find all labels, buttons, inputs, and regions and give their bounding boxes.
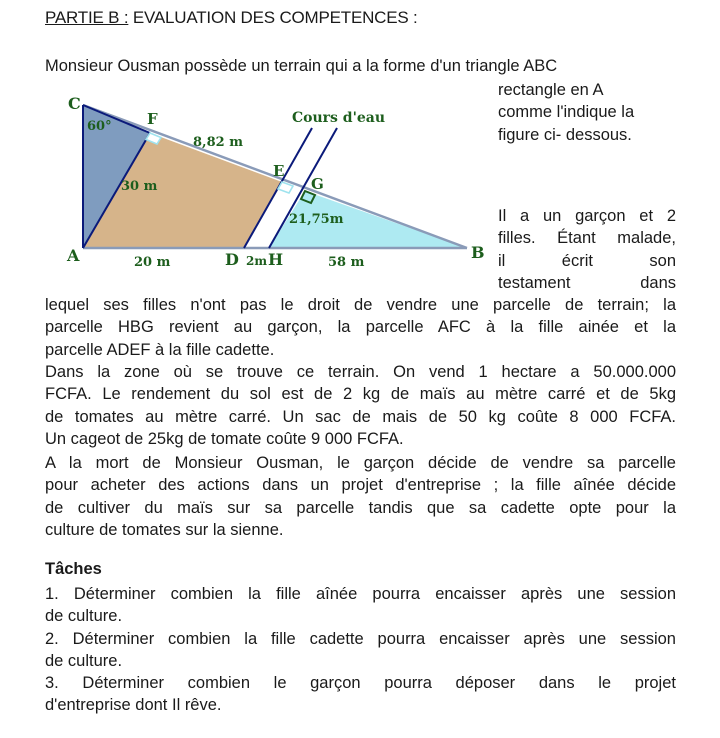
paragraph-zone-prices (45, 361, 676, 450)
point-a-label: A (67, 246, 80, 265)
length-af-label: 30 m (121, 179, 158, 194)
text-line: lequel ses filles n'ont pas le droit de vendre une parcelle de terrain; la (45, 296, 676, 314)
tasks-heading: Tâches (45, 560, 102, 578)
intro-side-line: rectangle en A (498, 81, 604, 99)
intro-line: Monsieur Ousman possède un terrain qui a la forme d'un triangle ABC (45, 57, 558, 75)
length-ad-label: 20 m (134, 255, 171, 270)
point-g-label: G (311, 175, 324, 193)
task-line: 3. Déterminer combien le garçon pourra déposer dans le projet (45, 674, 676, 693)
intro-side-line: comme l'indique la (498, 103, 635, 122)
intro-side-line: il écrit son (498, 251, 676, 270)
length-fe-label: 8,82 m (193, 135, 243, 150)
intro-side-line: testament dans (498, 273, 676, 292)
point-c-label: C (68, 94, 81, 113)
length-gh-label: 21,75m (289, 212, 344, 227)
point-b-label: B (471, 243, 485, 262)
length-dh-label: 2m (246, 254, 268, 268)
paragraph-decisions (45, 452, 676, 541)
paragraph-testament (45, 294, 676, 361)
text-line: A la mort de Monsieur Ousman, le garçon décide de vendre sa parcelle (45, 454, 676, 472)
title-part-label: PARTIE B : (45, 8, 129, 27)
point-f-label: F (147, 110, 158, 128)
intro-side-line: filles. Étant malade, (498, 229, 676, 248)
task-line: 2. Déterminer combien la fille cadette pourra encaisser après une session (45, 629, 676, 648)
text-line: Un cageot de 25kg de tomate coûte 9 000 FCFA. (45, 429, 404, 448)
intro-side-top (498, 79, 676, 146)
text-line: Dans la zone où se trouve ce terrain. On vend 1 hectare a 50.000.000 (45, 363, 676, 381)
intro-side-line: figure ci- dessous. (498, 125, 632, 144)
length-hb-label: 58 m (328, 255, 365, 270)
intro-side-line: Il a un garçon et 2 (498, 207, 676, 225)
text-line: parcelle ADEF à la fille cadette. (45, 340, 275, 359)
angle-c-label: 60° (87, 119, 112, 134)
task-line: de culture. (45, 607, 123, 626)
point-d-label: D (225, 250, 239, 269)
intro-side-bottom (498, 205, 676, 294)
text-line: FCFA. Le rendement du sol est de 2 kg de maïs au mètre carré et de 5kg (45, 385, 676, 404)
text-line: de cultiver du maïs sur sa parcelle tandis que sa cadette opte pour la (45, 498, 676, 517)
river-label: Cours d'eau (292, 110, 386, 126)
point-e-label: E (273, 162, 285, 180)
text-line: parcelle HBG revient au garçon, la parcelle AFC à la fille ainée et la (45, 318, 676, 337)
text-line: pour acheter des actions dans un projet d'entreprise ; la fille aînée décide (45, 476, 676, 495)
tasks-list (45, 583, 676, 717)
task-line: 1. Déterminer combien la fille aînée pourra encaisser après une session (45, 585, 676, 603)
task-line: d'entreprise dont Il rêve. (45, 696, 222, 715)
task-line: de culture. (45, 651, 123, 670)
text-line: de tomates au mètre carré. Un sac de mais de 50 kg coûte 8 000 FCFA. (45, 407, 676, 426)
title-text: EVALUATION DES COMPETENCES : (128, 8, 418, 27)
text-line: culture de tomates sur la sienne. (45, 520, 284, 539)
point-h-label: H (268, 250, 284, 269)
